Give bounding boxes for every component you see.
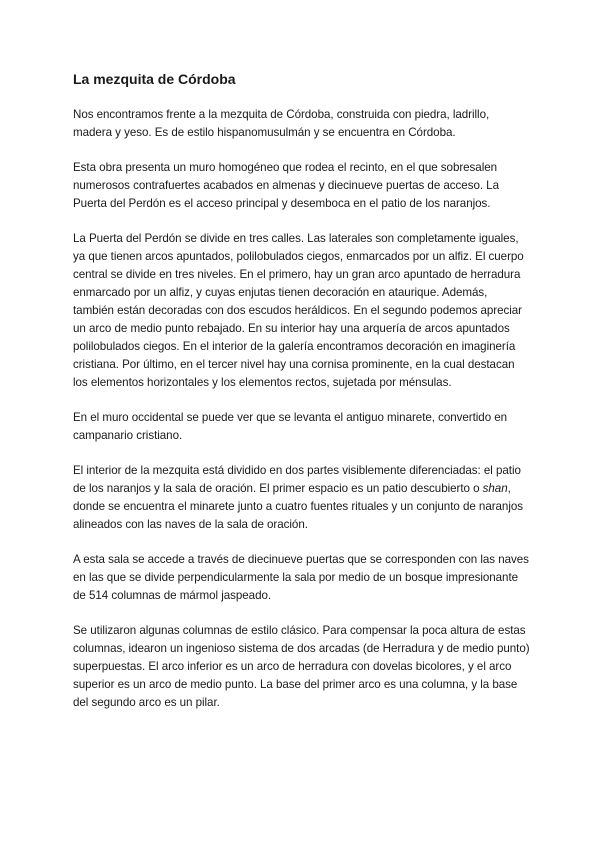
paragraph-sala-oracion: A esta sala se accede a través de diecinueve puertas que se corresponden con las naves en las que se divide perpendicularmente la sala por medio de un bosque impresionante de 514 columnas de mármol jaspeado.: [73, 553, 529, 602]
paragraph-interior: [73, 462, 530, 534]
paragraph-intro: Nos encontramos frente a la mezquita de Córdoba, construida con piedra, ladrillo, madera y yeso. Es de estilo hispanomusulmán y se encuentra en Córdoba.: [73, 108, 490, 139]
paragraph-exterior-wall: Esta obra presenta un muro homogéneo que rodea el recinto, en el que sobresalen numerosos contrafuertes acabados en almenas y diecinueve puertas de acceso. La Puerta del Perdón es el acceso principal y desemboca en el patio de los naranjos.: [73, 161, 499, 210]
paragraph-minarete: En el muro occidental se puede ver que se levanta el antiguo minarete, convertido en campanario cristiano.: [73, 411, 508, 442]
paragraph-interior-text-start: El interior de la mezquita está dividido en dos partes visiblemente diferenciadas: el patio de los naranjos y la sala de oración. El primer espacio es un patio descubierto o: [73, 464, 521, 495]
paragraph-interior-italic-term: shan: [482, 482, 508, 495]
document-title: La mezquita de Córdoba: [73, 71, 236, 87]
paragraph-columnas: Se utilizaron algunas columnas de estilo clásico. Para compensar la poca altura de estas columnas, idearon un ingenioso sistema de dos arcadas (de Herradura y de medio punto) superpuestas. El arco inferior es un arco de herradura con dovelas bicolores, y el arco superior es un arco de medio punto. La base del primer arco es una columna, y la base del segundo arco es un pilar.: [73, 624, 530, 709]
paragraph-interior-text-end: , donde se encuentra el minarete junto a cuatro fuentes rituales y un conjunto de naranjos alineados con las naves de la sala de oración.: [73, 482, 523, 531]
paragraph-puerta-del-perdon: La Puerta del Perdón se divide en tres calles. Las laterales son completamente iguales, ya que tienen arcos apuntados, polilobulados ciegos, enmarcados por un alfiz. El cuerpo central se divide en tres niveles. En el primero, hay un gran arco apuntado de herradura enmarcado por un alfiz, y cuyas enjutas tienen decoración en ataurique. Además, también están decoradas con dos escudos heráldicos. En el segundo podemos apreciar un arco de medio punto rebajado. En su interior hay una arquería de arcos apuntados polilobulados ciegos. En el interior de la galería encontramos decoración en imaginería cristiana. Por último, en el tercer nivel hay una cornisa prominente, en la cual destacan los elementos horizontales y los elementos rectos, sujetada por ménsulas.: [73, 232, 524, 389]
